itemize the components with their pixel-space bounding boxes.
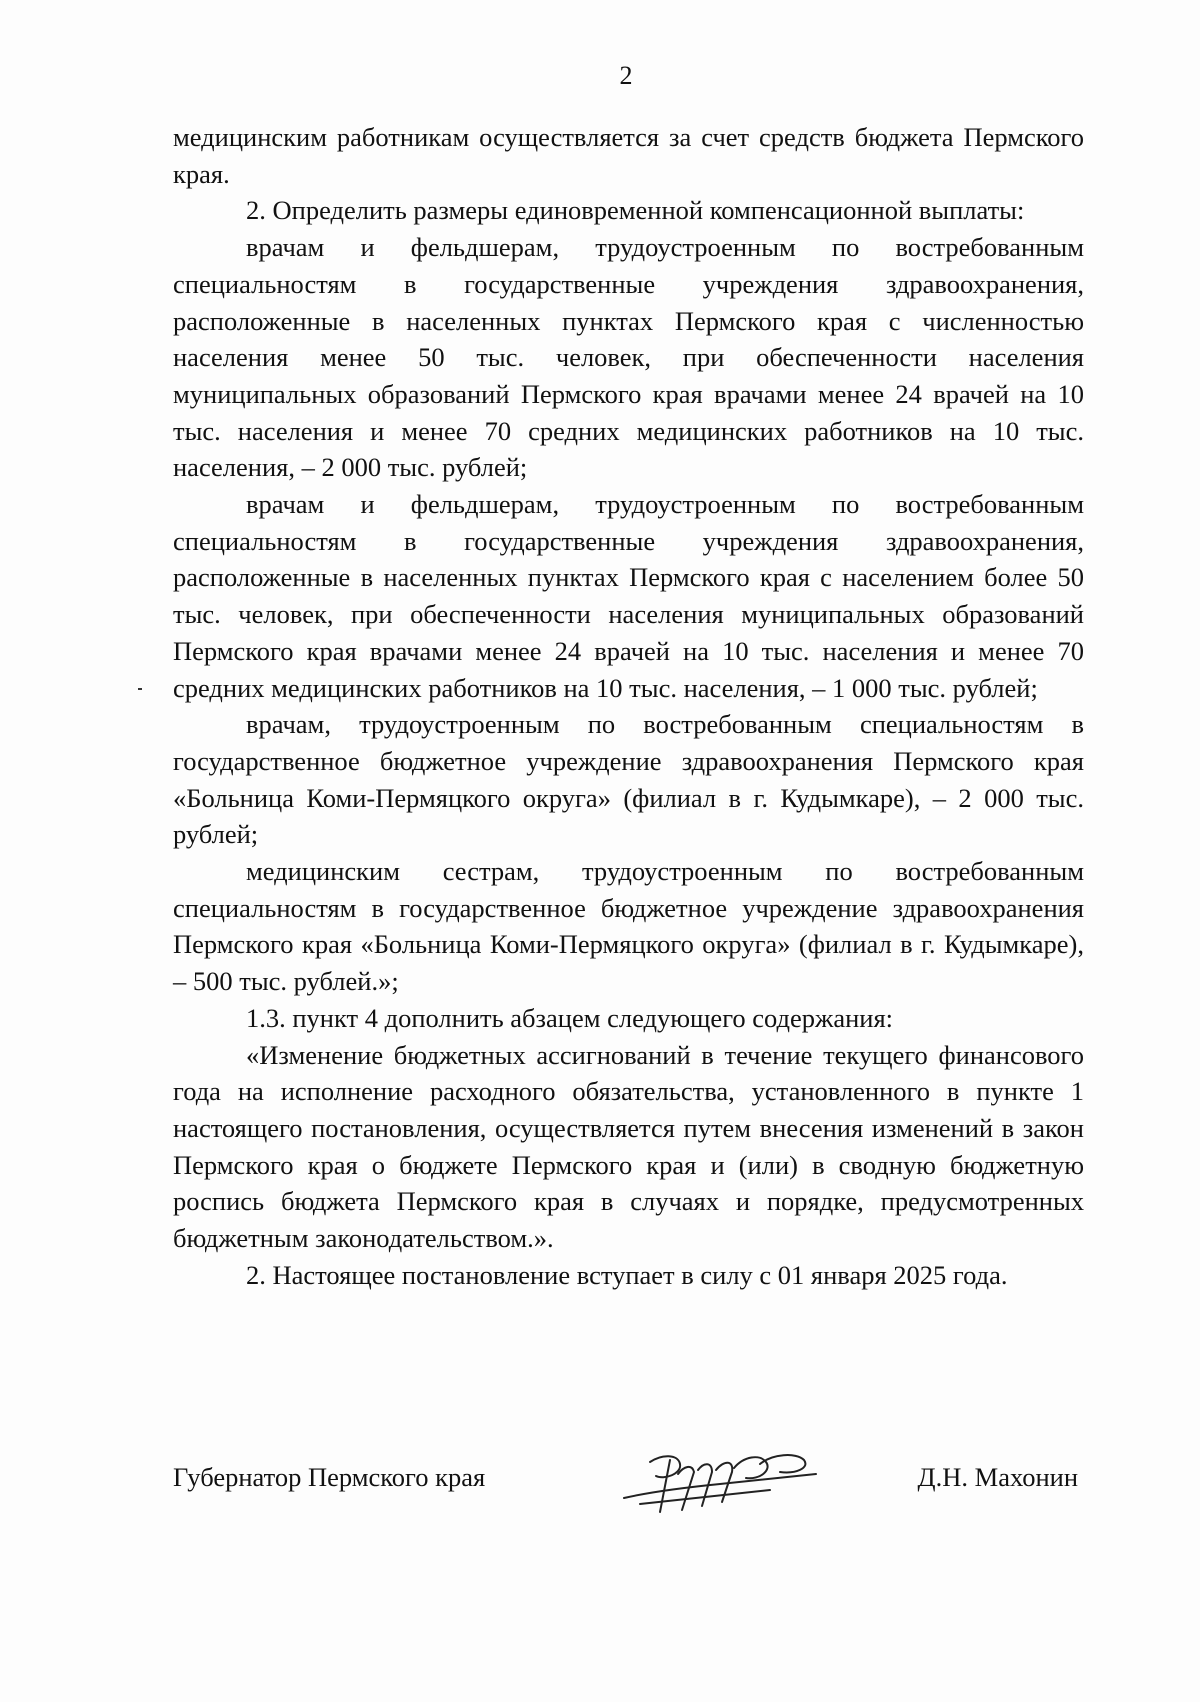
page-number: 2 (619, 61, 633, 90)
paragraph-item-1-3: 1.3. пункт 4 дополнить абзацем следующего содержания: (246, 1002, 894, 1033)
paragraph-payment-small-settlements: врачам и фельдшерам, трудоустроенным по востребованным специальностям в государственные учреждения здравоохранения, расположенные в населенных пунктах Пермского края с численностью населения менее 50 тыс. человек, при обеспеченности населения муниципальных образований Пермского края врачами менее 24 врачей на 10 тыс. населения и менее 70 средних медицинских работников на 10 тыс. населения, – 2 000 тыс. рублей; (173, 232, 1084, 483)
paragraph-budget-changes: «Изменение бюджетных ассигнований в течение текущего финансового года на исполнение расходного обязательства, установленного в пункте 1 настоящего постановления, осуществляется путем внесения изменений в закон Пермского края о бюджете Пермского края и (или) в сводную бюджетную роспись бюджета Пермского края в случаях и порядке, предусмотренных бюджетным законодательством.». (173, 1039, 1084, 1254)
paragraph-item-2: 2. Определить размеры единовременной компенсационной выплаты: (246, 195, 1025, 226)
paragraph-effective-date: 2. Настоящее постановление вступает в силу с 01 января 2025 года. (246, 1259, 1008, 1290)
paragraph-continuation: медицинским работникам осуществляется за счет средств бюджета Пермского края. (173, 122, 1084, 189)
paragraph-payment-doctors-kudymkar: врачам, трудоустроенным по востребованным специальностям в государственное бюджетное учреждение здравоохранения Пермского края «Больница Коми-Пермяцкого округа» (филиал в г. Кудымкаре), – 2 000 тыс. рублей; (173, 709, 1084, 850)
paragraph-payment-large-settlements: врачам и фельдшерам, трудоустроенным по востребованным специальностям в государственные учреждения здравоохранения, расположенные в населенных пунктах Пермского края с населением более 50 тыс. человек, при обеспеченности населения муниципальных образований Пермского края врачами менее 24 врачей на 10 тыс. населения и менее 70 средних медицинских работников на 10 тыс. населения, – 1 000 тыс. рублей; (173, 489, 1084, 703)
signatory-name: Д.Н. Махонин (917, 1462, 1078, 1492)
scan-mark (138, 688, 142, 690)
document-body (173, 119, 1084, 1294)
paragraph-payment-nurses-kudymkar: медицинским сестрам, трудоустроенным по востребованным специальностям в государственное бюджетное учреждение здравоохранения Пермского края «Больница Коми-Пермяцкого округа» (филиал в г. Кудымкаре), – 500 тыс. рублей.»; (173, 856, 1084, 997)
signatory-position: Губернатор Пермского края (173, 1462, 486, 1492)
handwritten-signature (620, 1440, 820, 1520)
